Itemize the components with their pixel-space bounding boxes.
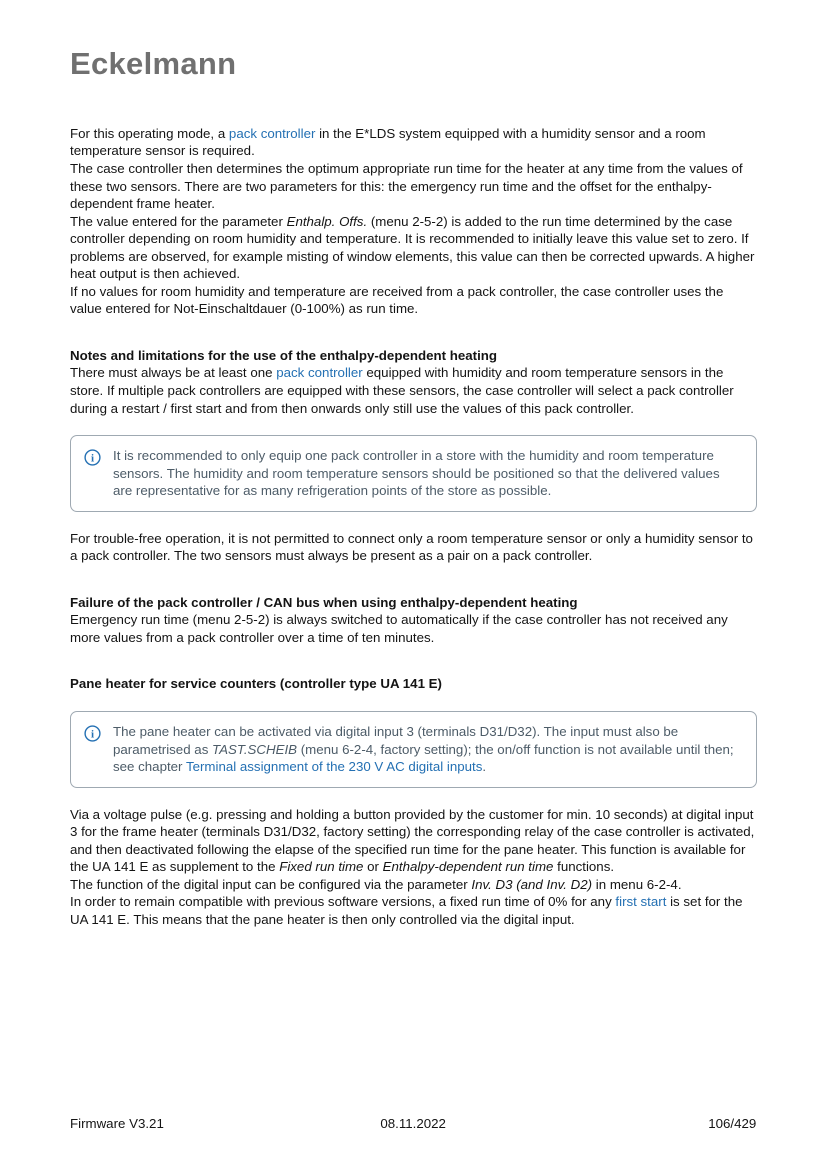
text-segment: Inv. D3 (and Inv. D2): [471, 876, 593, 892]
text-segment: (menu 6-2-4, factory setting); the on/off function is not available until then; see chapter: [113, 741, 734, 775]
info-icon-glyph: i: [90, 728, 95, 741]
text-segment: For this operating mode, a: [70, 125, 229, 141]
text-segment: is set for the UA 141 E. This means that the pane heater is then only controlled via the digital input.: [70, 894, 743, 927]
text-segment: The value entered for the parameter: [70, 213, 287, 229]
info-icon-glyph: i: [90, 452, 95, 465]
text-segment: Enthalpy-dependent run time: [382, 859, 554, 875]
text-segment: TAST.SCHEIB: [212, 741, 298, 757]
info-box-text: [113, 447, 742, 500]
text-segment: or: [363, 859, 383, 875]
text-segment: The pane heater can be activated via digital input 3 (terminals D31/D32). The input must also be parametrised as: [113, 724, 679, 757]
section-heading-pane-heater: Pane heater for service counters (controller type UA 141 E): [70, 676, 442, 692]
text-segment: The function of the digital input can be configured via the parameter: [70, 876, 472, 892]
text-segment: The case controller then determines the optimum appropriate run time for the heater at any time from the values of these two sensors. There are two parameters for this: the emergency run time and the offset for the enthalpy-dependent frame heater.: [70, 161, 743, 212]
info-icon: [84, 449, 101, 466]
link-terminal-assignment[interactable]: Terminal assignment of the 230 V AC digital inputs: [185, 759, 483, 775]
link-pack-controller[interactable]: pack controller: [276, 365, 363, 381]
section-heading-failure: Failure of the pack controller / CAN bus when using enthalpy-dependent heating: [70, 594, 578, 610]
text-segment: For trouble-free operation, it is not permitted to connect only a room temperature sensor or only a humidity sensor to a pack controller. The two sensors must always be present as a pair on a pack controller.: [70, 530, 753, 564]
eckelmann-logo: Eckelmann: [70, 46, 237, 81]
text-segment: Emergency run time (menu 2-5-2) is always switched to automatically if the case controller has not received any more values from a pack controller over a time of ten minutes.: [70, 612, 728, 645]
footer-page-number: 106/429: [708, 1116, 757, 1132]
page-footer: [70, 1115, 757, 1133]
text-segment: In order to remain compatible with previous software versions, a fixed run time of 0% for any: [70, 894, 616, 910]
text-segment: There must always be at least one: [70, 365, 277, 381]
pane-heater-paragraph: [70, 893, 757, 928]
text-segment: It is recommended to only equip one pack controller in a store with the humidity and room temperature sensors. The humidity and room temperature sensors should be positioned so that the delivered values are representative for as many refrigeration points of the store as possible.: [113, 448, 720, 499]
pane-heater-paragraph: [70, 806, 757, 876]
text-segment: functions.: [553, 859, 615, 875]
text-segment: (menu 2-5-2) is added to the run time determined by the case controller depending on room humidity and temperature. It is recommended to initially leave this value set to zero. If problems are observed, for example misting of window elements, this value can then be corrected upwards. A higher heat output is then achieved.: [70, 213, 755, 282]
link-pack-controller[interactable]: pack controller: [228, 125, 316, 141]
info-box-text: [113, 723, 742, 776]
link-first-start[interactable]: first start: [615, 894, 667, 910]
info-box: [70, 435, 757, 512]
text-segment: Enthalp. Offs.: [286, 213, 368, 229]
text-segment: If no values for room humidity and temperature are received from a pack controller, the case controller uses the value entered for Not-Einschaltdauer (0-100%) as run time.: [70, 283, 724, 317]
text-segment: equipped with humidity and room temperature sensors in the store. If multiple pack controllers are equipped with these sensors, the case controller will select a pack controller during a restart / first start and from then onwards only still use the values of this pack controller.: [70, 365, 734, 416]
footer-firmware-version: Firmware V3.21: [70, 1116, 164, 1132]
footer-date: 08.11.2022: [380, 1116, 446, 1132]
notes-paragraph: [70, 364, 757, 417]
text-segment: Via a voltage pulse (e.g. pressing and holding a button provided by the customer for min. 10 seconds) at digital input 3 for the frame heater (terminals D31/D32, factory setting) the corresponding relay of the case controller is activated, and then deactivated following the elapse of the specified run time for the pane heater. This function is available for the UA 141 E as supplement to the: [70, 806, 755, 875]
intro-paragraph: [70, 160, 757, 213]
info-box: [70, 711, 757, 788]
intro-paragraph: [70, 283, 757, 318]
pane-heater-paragraph: [70, 876, 757, 894]
intro-paragraph: [70, 213, 757, 283]
failure-paragraph: [70, 611, 757, 646]
info-icon: [84, 725, 101, 742]
text-segment: in menu 6-2-4.: [592, 876, 682, 892]
trouble-paragraph: [70, 530, 757, 565]
text-segment: .: [482, 759, 487, 775]
text-segment: Fixed run time: [279, 859, 364, 875]
text-segment: in the E*LDS system equipped with a humidity sensor and a room temperature sensor is required.: [70, 125, 706, 159]
intro-paragraph: [70, 125, 757, 160]
section-heading-notes: Notes and limitations for the use of the enthalpy-dependent heating: [70, 347, 498, 363]
